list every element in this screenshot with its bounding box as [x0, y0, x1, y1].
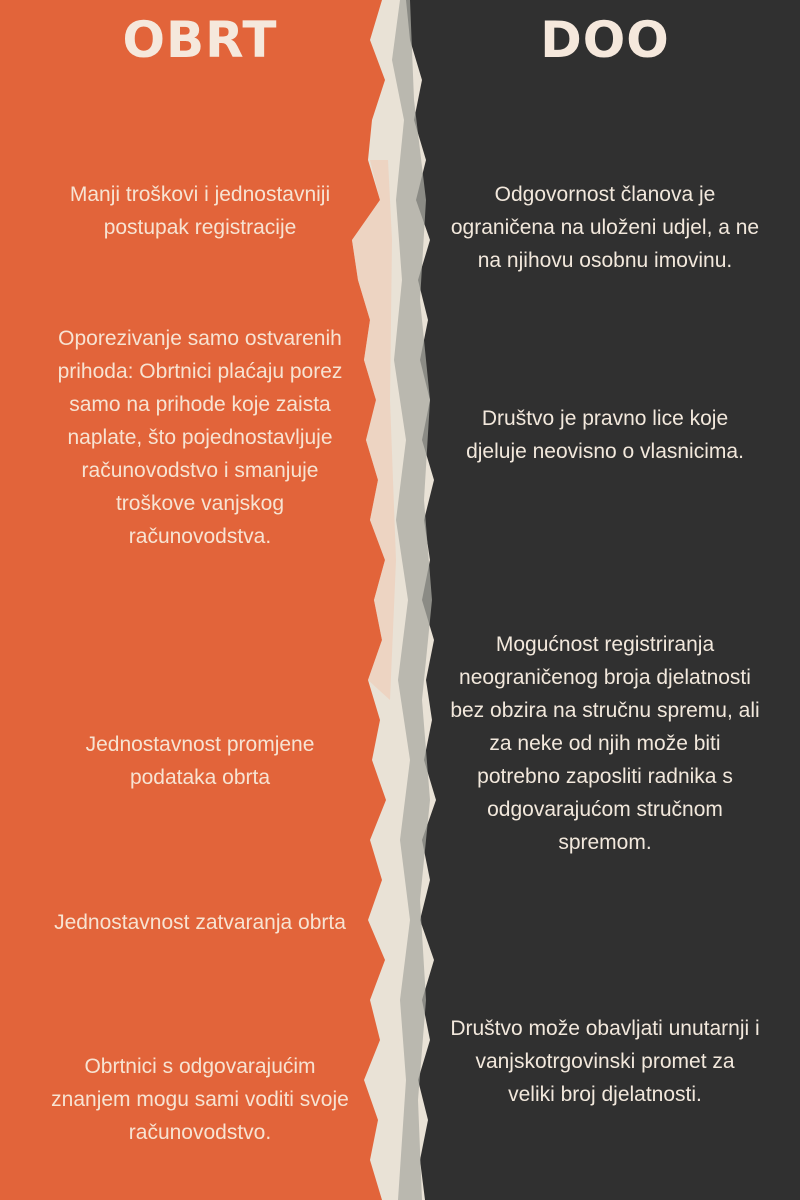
doo-item-4: Društvo može obavljati unutarnji i vanjskotrgovinski promet za veliki broj djelatnosti.: [450, 1017, 760, 1106]
doo-item-3: Mogućnost registriranja neograničenog broja djelatnosti bez obzira na stručnu spremu, ali za neke od njih može biti potrebno zaposliti radnika s odgovarajućom stručnom spremom.: [450, 633, 760, 854]
obrt-item-4: Jednostavnost zatvaranja obrta: [54, 911, 346, 934]
obrt-item-5: Obrtnici s odgovarajućim znanjem mogu sami voditi svoje računovodstvo.: [51, 1055, 349, 1144]
obrt-item-2: Oporezivanje samo ostvarenih prihoda: Obrtnici plaćaju porez samo na prihode koje zaista naplate, što pojednostavljuje računovodstvo i smanjuje troškove vanjskog računovodstva.: [57, 327, 343, 548]
doo-item-2: Društvo je pravno lice koje djeluje neovisno o vlasnicima.: [466, 407, 744, 463]
obrt-title: OBRT: [122, 11, 278, 69]
doo-item-1: Odgovornost članova je ograničena na uloženi udjel, a ne na njihovu osobnu imovinu.: [450, 183, 760, 272]
obrt-item-1: Manji troškovi i jednostavniji postupak registracije: [69, 183, 331, 239]
obrt-item-3: Jednostavnost promjene podataka obrta: [85, 733, 315, 789]
doo-title: DOO: [540, 11, 670, 69]
